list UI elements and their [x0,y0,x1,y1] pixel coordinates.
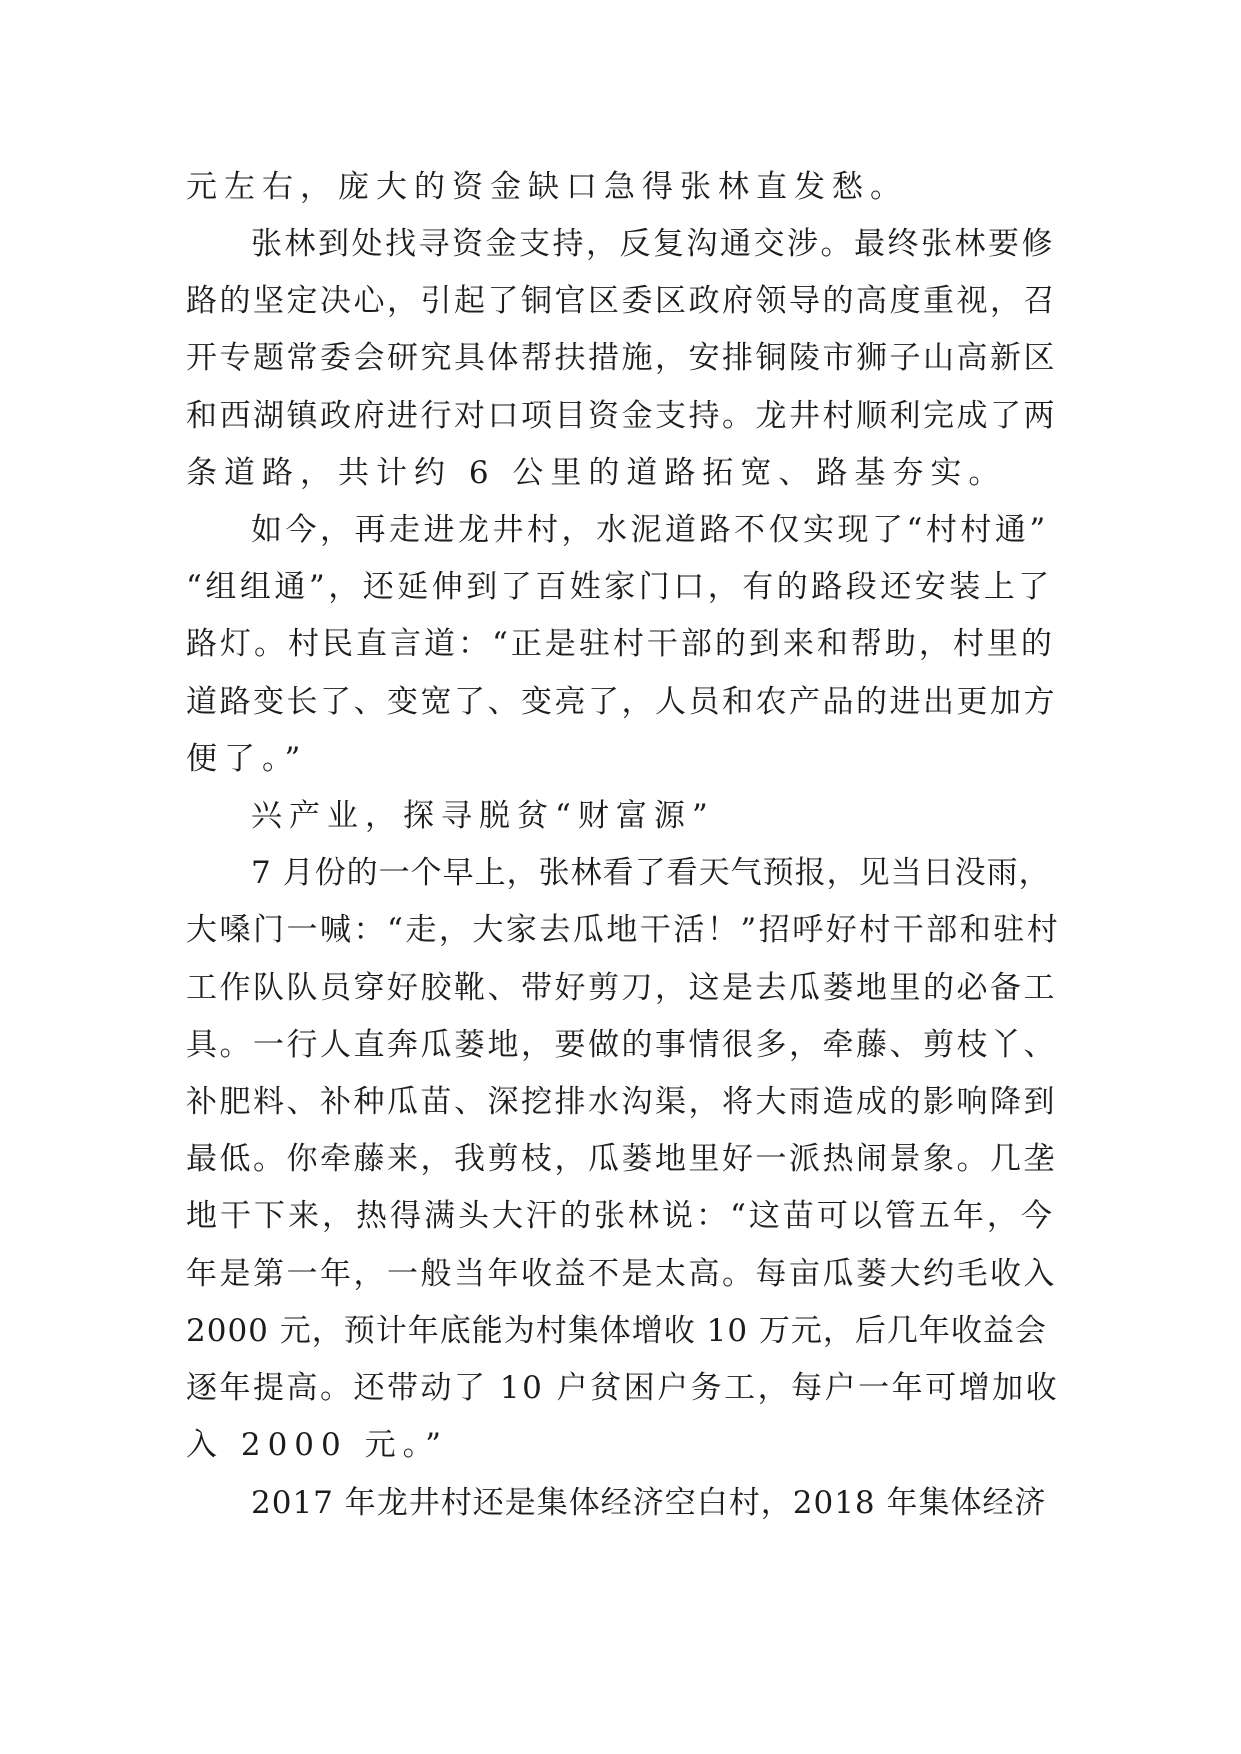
text-line-2: 张林到处找寻资金支持，反复沟通交涉。最终张林要修 [251,226,1055,262]
text-line-19: 地干下来，热得满头大汗的张林说：“这苗可以管五年，今 [186,1198,1055,1234]
text-line-16: 具。一行人直奔瓜蒌地，要做的事情很多，牵藤、剪枝丫、 [186,1027,1057,1063]
text-line-8: “组组通”，还延伸到了百姓家门口，有的路段还安装上了 [186,569,1053,605]
text-line-23: 入 2000 元。” [186,1427,448,1463]
text-line-20: 年是第一年，一般当年收益不是太高。每亩瓜蒌大约毛收入 [186,1256,1057,1292]
text-line-24: 2017 年龙井村还是集体经济空白村，2018 年集体经济 [251,1485,1047,1521]
text-line-7: 如今，再走进龙井村，水泥道路不仅实现了“村村通” [251,512,1049,548]
text-line-22: 逐年提高。还带动了 10 户贫困户务工，每户一年可增加收 [186,1370,1060,1406]
text-line-13: 7 月份的一个早上，张林看了看天气预报，见当日没雨， [251,855,1051,891]
text-line-17: 补肥料、补种瓜苗、深挖排水沟渠，将大雨造成的影响降到 [186,1084,1057,1120]
text-line-4: 开专题常委会研究具体帮扶措施，安排铜陵市狮子山高新区 [186,340,1057,376]
text-line-14: 大嗓门一喊：“走，大家去瓜地干活！”招呼好村干部和驻村 [186,912,1061,948]
text-line-18: 最低。你牵藤来，我剪枝，瓜蒌地里好一派热闹景象。几垄 [186,1141,1057,1177]
text-line-11: 便了。” [186,741,308,777]
text-line-21: 2000 元，预计年底能为村集体增收 10 万元，后几年收益会 [186,1313,1047,1349]
text-line-3: 路的坚定决心，引起了铜官区委区政府领导的高度重视，召 [186,283,1057,319]
text-line-1: 元左右，庞大的资金缺口急得张林直发愁。 [186,169,908,205]
text-line-15: 工作队队员穿好胶靴、带好剪刀，这是去瓜蒌地里的必备工 [186,970,1057,1006]
text-line-5: 和西湖镇政府进行对口项目资金支持。龙井村顺利完成了两 [186,398,1057,434]
text-line-10: 道路变长了、变宽了、变亮了，人员和农产品的进出更加方 [186,684,1057,720]
section-heading: 兴产业，探寻脱贫“财富源” [251,798,715,834]
text-line-9: 路灯。村民直言道：“正是驻村干部的到来和帮助，村里的 [186,626,1055,662]
text-line-6: 条道路，共计约 6 公里的道路拓宽、路基夯实。 [186,455,1007,491]
